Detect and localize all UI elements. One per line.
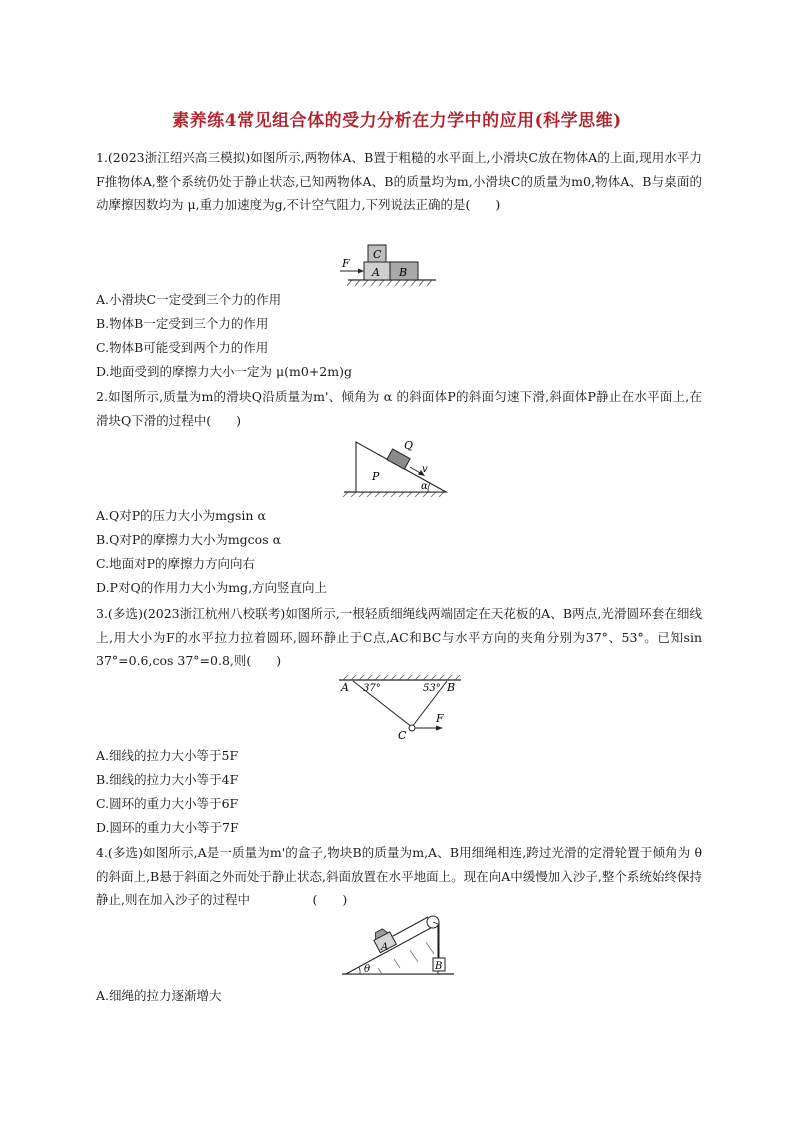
label-angle-b: 53° [423,683,441,694]
question-2-stem: 2.如图所示,质量为m的滑块Q沿质量为m'、倾角为 α 的斜面体P的斜面匀速下滑,斜面体P静止在水平面上,在滑块Q下滑的过程中( ) [96,389,702,428]
label-q: Q [404,439,414,452]
label-f: F [436,712,444,725]
question-1-figure [338,240,448,290]
question-3-figure [335,674,465,744]
page-title: 素养练4常见组合体的受力分析在力学中的应用(科学思维) [172,111,622,131]
q1-option-d: D.地面受到的摩擦力大小一定为 μ(m0+2m)g [96,364,352,379]
question-2-figure [340,436,450,498]
label-v: v [422,464,428,475]
q4-option-a: A.细绳的拉力逐渐增大 [96,988,222,1003]
q1-option-c: C.物体B可能受到两个力的作用 [96,340,269,355]
q1-option-b: B.物体B一定受到三个力的作用 [96,316,269,331]
q3-option-c: C.圆环的重力大小等于6F [96,796,239,811]
label-b: B [447,681,456,694]
incline [346,924,438,974]
q2-option-a: A.Q对P的压力大小为mgsin α [96,508,266,523]
string-ac [353,681,412,727]
label-alpha: α [421,481,428,492]
q2-option-c: C.地面对P的摩擦力方向向右 [96,556,256,571]
label-c: C [373,248,382,261]
q2-option-b: B.Q对P的摩擦力大小为mgcos α [96,532,282,547]
q1-option-a: A.小滑块C一定受到三个力的作用 [96,292,282,307]
q3-option-d: D.圆环的重力大小等于7F [96,820,239,835]
ring-c [409,725,415,731]
label-angle-a: 37° [363,683,381,694]
q3-option-a: A.细线的拉力大小等于5F [96,748,239,763]
question-4-figure [338,912,458,980]
label-b: B [399,266,408,279]
question-4-stem: 4.(多选)如图所示,A是一质量为m'的盒子,物块B的质量为m,A、B用细绳相连,跨过光滑的定滑轮置于倾角为 θ 的斜面上,B悬于斜面之外而处于静止状态,斜面放置在水平地面上。现在向A中缓慢加入沙子,整个系统始终保持静止,则在加入沙子的过程中 ( ) [96,845,702,907]
q2-option-d: D.P对Q的作用力大小为mg,方向竖直向上 [96,580,328,595]
question-3-stem: 3.(多选)(2023浙江杭州八校联考)如图所示,一根轻质细绳线两端固定在天花板的A、B两点,光滑圆环套在细线上,用大小为F的水平拉力拉着圆环,圆环静止于C点,AC和BC与水平方向的夹角分别为37°、53°。已知sin 37°=0.6,cos 37°=0.8,则( ) [96,606,702,668]
label-p: P [372,470,380,483]
label-c: C [398,729,407,742]
label-b: B [435,961,443,972]
label-f: F [342,257,350,270]
label-a: A [372,266,380,279]
label-a: A [341,681,349,694]
label-theta: θ [364,964,371,975]
question-1-stem: 1.(2023浙江绍兴高三模拟)如图所示,两物体A、B置于粗糙的水平面上,小滑块C放在物体A的上面,现用水平力F推物体A,整个系统仍处于静止状态,已知两物体A、B的质量均为m,小滑块C的质量为m0,物体A、B与桌面的动摩擦因数均为 μ,重力加速度为g,不计空气阻力,下列说法正确的是( ) [96,150,702,212]
label-a: A [381,942,389,953]
q3-option-b: B.细线的拉力大小等于4F [96,772,239,787]
